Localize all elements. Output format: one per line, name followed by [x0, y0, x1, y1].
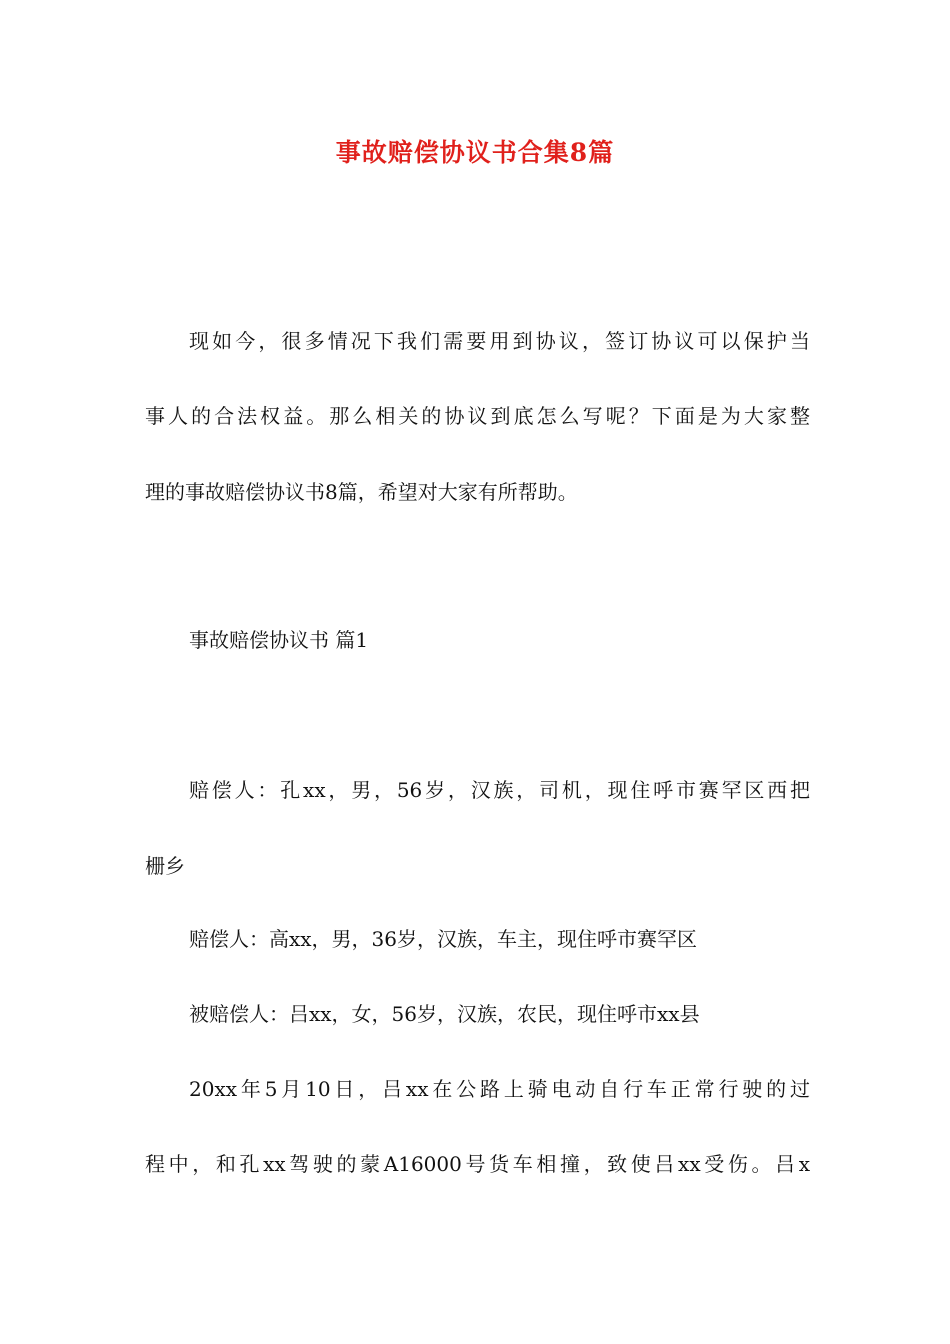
intro-line-3: 理的事故赔偿协议书8篇，希望对大家有所帮助。 [145, 480, 578, 504]
body-line-2: 栅乡 [145, 854, 185, 878]
body-line-3: 赔偿人：高xx，男，36岁，汉族，车主，现住呼市赛罕区 [189, 927, 698, 951]
body-line-6: 程中，和孔xx驾驶的蒙A16000号货车相撞，致使吕xx受伤。吕x [145, 1152, 810, 1176]
intro-line-2: 事人的合法权益。那么相关的协议到底怎么写呢？下面是为大家整 [145, 404, 810, 428]
document-title: 事故赔偿协议书合集8篇 [335, 138, 615, 167]
section-heading: 事故赔偿协议书 篇1 [189, 628, 369, 652]
body-line-4: 被赔偿人：吕xx，女，56岁，汉族，农民，现住呼市xx县 [189, 1002, 700, 1026]
body-line-1: 赔偿人：孔xx，男，56岁，汉族，司机，现住呼市赛罕区西把 [189, 778, 810, 802]
body-line-5: 20xx年5月10日，吕xx在公路上骑电动自行车正常行驶的过 [189, 1077, 810, 1101]
intro-line-1: 现如今，很多情况下我们需要用到协议，签订协议可以保护当 [189, 329, 810, 353]
